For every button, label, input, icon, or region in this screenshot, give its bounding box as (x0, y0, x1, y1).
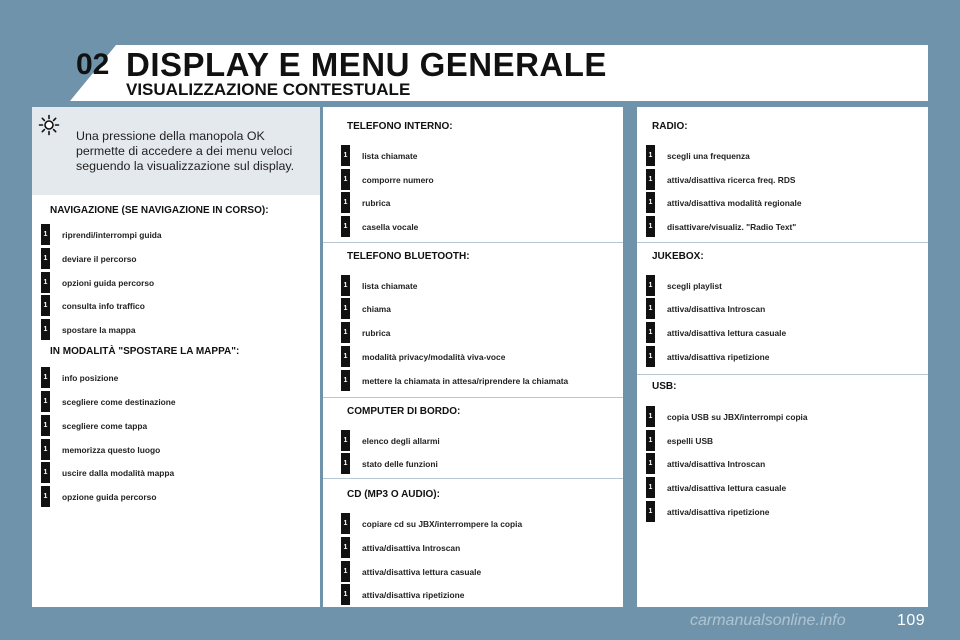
section-title-cd: CD (MP3 O AUDIO): (347, 489, 440, 500)
section-title-computer-bordo: COMPUTER DI BORDO: (347, 406, 461, 417)
section-title-telefono-bluetooth: TELEFONO BLUETOOTH: (347, 251, 470, 262)
step-badge: 1 (341, 584, 350, 605)
step-badge: 1 (341, 216, 350, 237)
list-item (341, 216, 418, 237)
step-badge: 1 (646, 430, 655, 451)
item-label: attiva/disattiva Introscan (362, 542, 461, 553)
list-item (41, 272, 154, 293)
list-item (341, 346, 505, 367)
step-badge: 1 (341, 370, 350, 391)
list-item (341, 561, 481, 582)
step-badge: 1 (341, 430, 350, 451)
item-label: attiva/disattiva Introscan (667, 458, 766, 469)
list-item (341, 275, 417, 296)
list-item (341, 169, 434, 190)
step-badge: 1 (41, 486, 50, 507)
list-item (341, 584, 464, 605)
section-divider (323, 478, 623, 479)
item-label: copia USB su JBX/interrompi copia (667, 411, 808, 422)
step-badge: 1 (41, 224, 50, 245)
item-label: scegli una frequenza (667, 150, 750, 161)
step-badge: 1 (646, 346, 655, 367)
item-label: lista chiamate (362, 150, 418, 161)
watermark: carmanualsonline.info (690, 612, 846, 629)
item-label: mettere la chiamata in attesa/riprendere la chiamata (362, 375, 569, 386)
item-label: attiva/disattiva ricerca freq. RDS (667, 174, 796, 185)
step-badge: 1 (41, 319, 50, 340)
section-title-usb: USB: (652, 381, 677, 392)
step-badge: 1 (41, 462, 50, 483)
section-title-telefono-interno: TELEFONO INTERNO: (347, 121, 453, 132)
step-badge: 1 (341, 346, 350, 367)
note-text: Una pressione della manopola OK permette di accedere a dei menu veloci seguendo la visualizzazione sul display. (76, 129, 295, 173)
item-label: attiva/disattiva lettura casuale (667, 327, 787, 338)
item-label: attiva/disattiva ripetizione (667, 506, 770, 517)
step-badge: 1 (341, 561, 350, 582)
step-badge: 1 (341, 537, 350, 558)
item-label: casella vocale (362, 221, 419, 232)
step-badge: 1 (341, 298, 350, 319)
step-badge: 1 (341, 513, 350, 534)
list-item (341, 192, 390, 213)
list-item (646, 501, 769, 522)
list-item (646, 430, 713, 451)
list-item (41, 319, 136, 340)
item-label: uscire dalla modalità mappa (62, 467, 175, 478)
step-badge: 1 (646, 453, 655, 474)
list-item (646, 406, 808, 427)
step-badge: 1 (646, 169, 655, 190)
item-label: disattivare/visualiz. "Radio Text" (667, 221, 797, 232)
step-badge: 1 (646, 322, 655, 343)
step-badge: 1 (41, 248, 50, 269)
step-badge: 1 (646, 501, 655, 522)
step-badge: 1 (341, 145, 350, 166)
list-item (341, 370, 568, 391)
step-badge: 1 (646, 216, 655, 237)
item-label: stato delle funzioni (362, 458, 438, 469)
item-label: attiva/disattiva lettura casuale (362, 566, 482, 577)
section-title-radio: RADIO: (652, 121, 688, 132)
chapter-number: 02 (76, 48, 110, 81)
item-label: attiva/disattiva lettura casuale (667, 482, 787, 493)
item-label: scegliere come destinazione (62, 396, 176, 407)
section-divider (637, 374, 928, 375)
item-label: scegli playlist (667, 280, 722, 291)
step-badge: 1 (646, 145, 655, 166)
item-label: chiama (362, 303, 391, 314)
item-label: riprendi/interrompi guida (62, 229, 162, 240)
section-title-mappa: IN MODALITÀ "SPOSTARE LA MAPPA": (50, 346, 240, 357)
step-badge: 1 (41, 272, 50, 293)
item-label: scegliere come tappa (62, 420, 148, 431)
item-label: attiva/disattiva ripetizione (667, 351, 770, 362)
section-title-jukebox: JUKEBOX: (652, 251, 704, 262)
step-badge: 1 (646, 406, 655, 427)
list-item (646, 477, 786, 498)
step-badge: 1 (341, 322, 350, 343)
list-item (646, 453, 765, 474)
list-item (341, 430, 440, 451)
item-label: rubrica (362, 327, 391, 338)
list-item (41, 295, 145, 316)
list-item (41, 248, 136, 269)
item-label: comporre numero (362, 174, 434, 185)
list-item (646, 192, 802, 213)
list-item (646, 145, 750, 166)
step-badge: 1 (646, 192, 655, 213)
list-item (646, 216, 796, 237)
list-item (646, 275, 722, 296)
list-item (41, 439, 160, 460)
page-title: DISPLAY E MENU GENERALE (126, 46, 607, 83)
item-label: opzioni guida percorso (62, 277, 155, 288)
section-divider (637, 242, 928, 243)
item-label: attiva/disattiva modalità regionale (667, 197, 802, 208)
page-subtitle: VISUALIZZAZIONE CONTESTUALE (126, 80, 411, 99)
item-label: espelli USB (667, 435, 714, 446)
list-item (41, 367, 118, 388)
list-item (646, 298, 765, 319)
item-label: consulta info traffico (62, 300, 145, 311)
item-label: spostare la mappa (62, 324, 136, 335)
step-badge: 1 (341, 192, 350, 213)
list-item (341, 322, 390, 343)
step-badge: 1 (41, 439, 50, 460)
item-label: rubrica (362, 197, 391, 208)
item-label: attiva/disattiva ripetizione (362, 589, 465, 600)
step-badge: 1 (341, 453, 350, 474)
item-label: memorizza questo luogo (62, 444, 161, 455)
step-badge: 1 (646, 275, 655, 296)
step-badge: 1 (341, 275, 350, 296)
list-item (41, 224, 162, 245)
list-item (341, 298, 391, 319)
list-item (41, 462, 174, 483)
list-item (41, 486, 156, 507)
item-label: opzione guida percorso (62, 491, 157, 502)
step-badge: 1 (41, 295, 50, 316)
item-label: elenco degli allarmi (362, 435, 440, 446)
item-label: deviare il percorso (62, 253, 137, 264)
section-divider (323, 242, 623, 243)
step-badge: 1 (646, 477, 655, 498)
step-badge: 1 (341, 169, 350, 190)
section-divider (323, 397, 623, 398)
list-item (646, 322, 786, 343)
item-label: info posizione (62, 372, 119, 383)
list-item (41, 391, 176, 412)
section-title-navigazione: NAVIGAZIONE (SE NAVIGAZIONE IN CORSO): (50, 205, 269, 216)
item-label: attiva/disattiva Introscan (667, 303, 766, 314)
list-item (341, 537, 460, 558)
step-badge: 1 (646, 298, 655, 319)
list-item (341, 513, 522, 534)
sun-icon (38, 114, 60, 136)
list-item (341, 453, 438, 474)
page-number: 109 (897, 612, 926, 629)
list-item (646, 346, 769, 367)
item-label: modalità privacy/modalità viva-voce (362, 351, 506, 362)
step-badge: 1 (41, 367, 50, 388)
list-item (341, 145, 417, 166)
list-item (646, 169, 795, 190)
item-label: copiare cd su JBX/interrompere la copia (362, 518, 523, 529)
list-item (41, 415, 147, 436)
step-badge: 1 (41, 391, 50, 412)
item-label: lista chiamate (362, 280, 418, 291)
step-badge: 1 (41, 415, 50, 436)
